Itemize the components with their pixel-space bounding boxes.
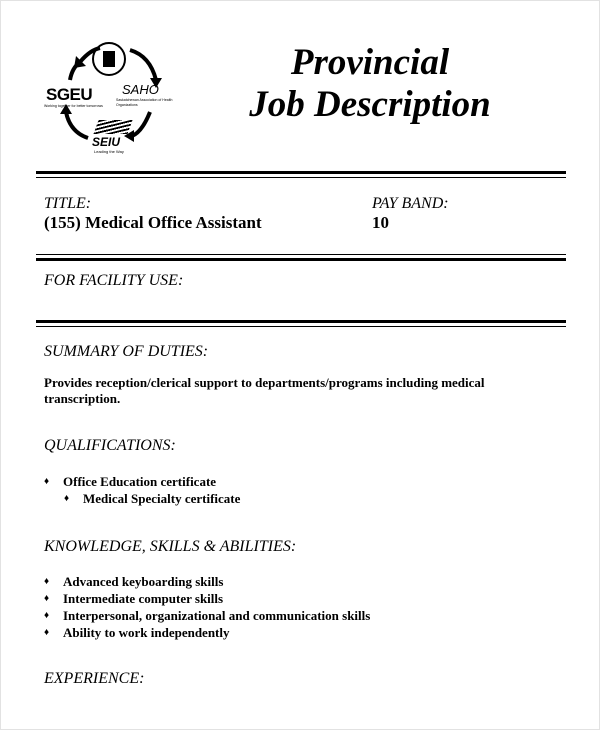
- diamond-bullet-icon: ♦: [44, 610, 50, 621]
- diamond-bullet-icon: ♦: [44, 576, 50, 587]
- list-item: [44, 624, 370, 641]
- seiu-logo-text: SEIU: [92, 135, 121, 149]
- job-title-value: (155) Medical Office Assistant: [44, 213, 262, 232]
- divider-thin: [36, 177, 566, 178]
- list-item-text: Intermediate computer skills: [63, 591, 224, 606]
- divider-thick: [36, 171, 566, 174]
- list-item: [64, 490, 240, 507]
- qualifications-heading: QUALIFICATIONS:: [44, 437, 176, 454]
- payband-value: 10: [372, 213, 389, 232]
- list-item-text: Ability to work independently: [63, 625, 230, 640]
- skills-list: [44, 573, 370, 641]
- divider-thick: [36, 258, 566, 261]
- title-line-1: Provincial: [290, 42, 450, 83]
- divider-thick: [36, 320, 566, 323]
- summary-text: Provides reception/clerical support to departments/programs including medical transcription.: [44, 375, 485, 406]
- summary-heading: SUMMARY OF DUTIES:: [44, 343, 209, 360]
- qualifications-list: [44, 473, 240, 507]
- skills-heading: KNOWLEDGE, SKILLS & ABILITIES:: [44, 538, 297, 555]
- facility-use-label: FOR FACILITY USE:: [44, 272, 184, 289]
- list-item-text: Interpersonal, organizational and communication skills: [63, 608, 371, 623]
- list-item-text: Office Education certificate: [63, 474, 217, 489]
- diamond-bullet-icon: ♦: [44, 627, 50, 638]
- sgeu-tagline: Working together for better tomorrows: [44, 104, 103, 108]
- seiu-tagline: Leading the Way: [94, 149, 124, 154]
- experience-heading: EXPERIENCE:: [44, 670, 145, 687]
- list-item: [44, 607, 370, 624]
- divider-thin: [36, 254, 566, 255]
- divider-thin: [36, 326, 566, 327]
- list-item: [44, 473, 240, 490]
- diamond-bullet-icon: ♦: [44, 476, 50, 487]
- list-item: [44, 573, 370, 590]
- sgeu-logo-text: SGEU: [46, 85, 93, 104]
- union-logo: [40, 40, 180, 158]
- list-item: [44, 590, 370, 607]
- seiu-stripes-icon: [93, 120, 132, 134]
- seal-icon: [92, 42, 126, 76]
- title-label: TITLE:: [44, 195, 92, 212]
- saho-tagline: Saskatchewan Association of Health Organizations: [116, 98, 173, 107]
- list-item-text: Medical Specialty certificate: [83, 491, 241, 506]
- saho-logo-text: SAHO: [122, 82, 159, 97]
- diamond-bullet-icon: ♦: [44, 593, 50, 604]
- diamond-bullet-icon: ♦: [64, 493, 70, 504]
- title-line-2: Job Description: [249, 84, 491, 125]
- document-title: [200, 42, 540, 126]
- list-item-text: Advanced keyboarding skills: [63, 574, 224, 589]
- payband-label: PAY BAND:: [372, 195, 449, 212]
